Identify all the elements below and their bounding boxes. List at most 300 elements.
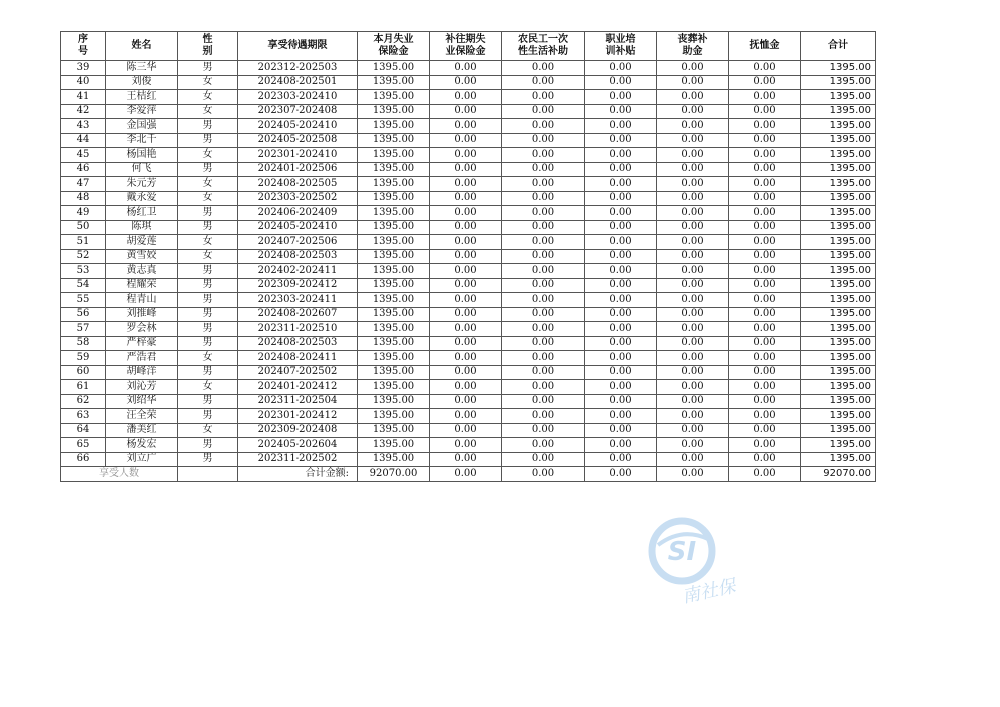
cell-name: 潘美红 [106,423,178,438]
cell-migrant-subsidy: 0.00 [502,409,585,424]
cell-funeral-aid: 0.00 [657,162,729,177]
cell-funeral-aid: 0.00 [657,119,729,134]
cell-name: 罗会林 [106,322,178,337]
cell-period: 202406-202409 [238,206,358,221]
cell-migrant-subsidy: 0.00 [502,220,585,235]
table-row [61,61,876,76]
cell-back-pay: 0.00 [430,220,502,235]
cell-current-benefit: 1395.00 [358,148,430,163]
cell-funeral-aid: 0.00 [657,61,729,76]
cell-pension: 0.00 [729,90,801,105]
cell-name: 黄雪姣 [106,249,178,264]
cell-training-subsidy: 0.00 [585,452,657,467]
cell-back-pay: 0.00 [430,90,502,105]
cell-funeral-aid: 0.00 [657,307,729,322]
cell-migrant-subsidy: 0.00 [502,206,585,221]
cell-gender: 男 [178,264,238,279]
cell-pension: 0.00 [729,380,801,395]
cell-pension: 0.00 [729,206,801,221]
cell-back-pay: 0.00 [430,394,502,409]
cell-gender: 女 [178,75,238,90]
cell-name: 刘绍华 [106,394,178,409]
cell-seq: 56 [61,307,106,322]
cell-funeral-aid: 0.00 [657,264,729,279]
cell-migrant-subsidy: 0.00 [502,336,585,351]
cell-gender: 女 [178,249,238,264]
cell-seq: 45 [61,148,106,163]
cell-name: 金国强 [106,119,178,134]
table-row [61,307,876,322]
cell-total: 1395.00 [801,438,876,453]
header-pension: 抚恤金 [729,32,801,61]
cell-current-benefit: 1395.00 [358,380,430,395]
cell-period: 202405-202410 [238,119,358,134]
cell-back-pay: 0.00 [430,409,502,424]
cell-training-subsidy: 0.00 [585,394,657,409]
cell-period: 202301-202410 [238,148,358,163]
cell-period: 202303-202502 [238,191,358,206]
cell-back-pay: 0.00 [430,293,502,308]
table-row [61,394,876,409]
cell-period: 202301-202412 [238,409,358,424]
cell-migrant-subsidy: 0.00 [502,235,585,250]
cell-seq: 50 [61,220,106,235]
cell-seq: 52 [61,249,106,264]
cell-migrant-subsidy: 0.00 [502,133,585,148]
cell-funeral-aid: 0.00 [657,75,729,90]
cell-training-subsidy: 0.00 [585,191,657,206]
cell-name: 刘推峰 [106,307,178,322]
cell-back-pay: 0.00 [430,336,502,351]
footer-sum-pension: 0.00 [729,467,801,482]
watermark-logo-text: SI [667,537,697,567]
cell-seq: 47 [61,177,106,192]
cell-total: 1395.00 [801,220,876,235]
header-current-benefit: 本月失业 保险金 [358,32,430,61]
cell-total: 1395.00 [801,148,876,163]
cell-gender: 男 [178,220,238,235]
cell-gender: 男 [178,322,238,337]
watermark [640,515,770,610]
table-row [61,235,876,250]
cell-pension: 0.00 [729,104,801,119]
cell-migrant-subsidy: 0.00 [502,104,585,119]
cell-funeral-aid: 0.00 [657,206,729,221]
cell-period: 202307-202408 [238,104,358,119]
table-row [61,104,876,119]
cell-current-benefit: 1395.00 [358,249,430,264]
cell-total: 1395.00 [801,322,876,337]
footer-sum-back-pay: 0.00 [430,467,502,482]
cell-period: 202408-202607 [238,307,358,322]
cell-name: 刘立广 [106,452,178,467]
cell-period: 202401-202506 [238,162,358,177]
cell-pension: 0.00 [729,293,801,308]
cell-current-benefit: 1395.00 [358,104,430,119]
cell-back-pay: 0.00 [430,191,502,206]
cell-period: 202405-202604 [238,438,358,453]
cell-total: 1395.00 [801,394,876,409]
cell-name: 汪全荣 [106,409,178,424]
cell-training-subsidy: 0.00 [585,220,657,235]
cell-funeral-aid: 0.00 [657,191,729,206]
cell-name: 刘沁芳 [106,380,178,395]
cell-period: 202407-202502 [238,365,358,380]
cell-pension: 0.00 [729,220,801,235]
cell-seq: 66 [61,452,106,467]
table-header-row [61,32,876,61]
cell-training-subsidy: 0.00 [585,278,657,293]
cell-back-pay: 0.00 [430,438,502,453]
cell-training-subsidy: 0.00 [585,133,657,148]
cell-gender: 男 [178,206,238,221]
cell-migrant-subsidy: 0.00 [502,75,585,90]
cell-training-subsidy: 0.00 [585,148,657,163]
cell-current-benefit: 1395.00 [358,177,430,192]
cell-funeral-aid: 0.00 [657,336,729,351]
table-body [61,61,876,467]
cell-name: 严梓豪 [106,336,178,351]
cell-current-benefit: 1395.00 [358,264,430,279]
cell-pension: 0.00 [729,307,801,322]
cell-gender: 男 [178,438,238,453]
cell-seq: 46 [61,162,106,177]
cell-migrant-subsidy: 0.00 [502,264,585,279]
cell-migrant-subsidy: 0.00 [502,278,585,293]
cell-pension: 0.00 [729,235,801,250]
cell-migrant-subsidy: 0.00 [502,452,585,467]
table-row [61,322,876,337]
cell-migrant-subsidy: 0.00 [502,191,585,206]
table-row [61,249,876,264]
cell-current-benefit: 1395.00 [358,206,430,221]
table-row [61,264,876,279]
table-row [61,177,876,192]
cell-total: 1395.00 [801,61,876,76]
cell-total: 1395.00 [801,90,876,105]
cell-name: 杨发宏 [106,438,178,453]
cell-gender: 男 [178,365,238,380]
cell-name: 陈琪 [106,220,178,235]
cell-funeral-aid: 0.00 [657,235,729,250]
cell-total: 1395.00 [801,191,876,206]
cell-back-pay: 0.00 [430,133,502,148]
cell-migrant-subsidy: 0.00 [502,322,585,337]
cell-back-pay: 0.00 [430,206,502,221]
cell-total: 1395.00 [801,336,876,351]
cell-back-pay: 0.00 [430,177,502,192]
cell-training-subsidy: 0.00 [585,423,657,438]
cell-training-subsidy: 0.00 [585,119,657,134]
cell-seq: 39 [61,61,106,76]
cell-pension: 0.00 [729,162,801,177]
cell-back-pay: 0.00 [430,322,502,337]
footer-sum-migrant: 0.00 [502,467,585,482]
cell-period: 202309-202412 [238,278,358,293]
table-row [61,119,876,134]
cell-training-subsidy: 0.00 [585,322,657,337]
cell-funeral-aid: 0.00 [657,380,729,395]
cell-total: 1395.00 [801,177,876,192]
cell-current-benefit: 1395.00 [358,307,430,322]
cell-total: 1395.00 [801,264,876,279]
cell-migrant-subsidy: 0.00 [502,438,585,453]
cell-funeral-aid: 0.00 [657,394,729,409]
cell-gender: 男 [178,162,238,177]
cell-current-benefit: 1395.00 [358,235,430,250]
cell-migrant-subsidy: 0.00 [502,119,585,134]
cell-migrant-subsidy: 0.00 [502,307,585,322]
cell-migrant-subsidy: 0.00 [502,293,585,308]
cell-training-subsidy: 0.00 [585,380,657,395]
cell-training-subsidy: 0.00 [585,307,657,322]
cell-seq: 61 [61,380,106,395]
cell-migrant-subsidy: 0.00 [502,365,585,380]
cell-back-pay: 0.00 [430,75,502,90]
cell-back-pay: 0.00 [430,61,502,76]
cell-name: 戴永爱 [106,191,178,206]
cell-seq: 40 [61,75,106,90]
watermark-caption: 南社保 [680,575,738,608]
cell-pension: 0.00 [729,409,801,424]
cell-funeral-aid: 0.00 [657,249,729,264]
cell-seq: 57 [61,322,106,337]
cell-pension: 0.00 [729,191,801,206]
cell-training-subsidy: 0.00 [585,75,657,90]
cell-name: 朱元芳 [106,177,178,192]
cell-gender: 男 [178,307,238,322]
cell-current-benefit: 1395.00 [358,322,430,337]
cell-gender: 男 [178,133,238,148]
header-name: 姓名 [106,32,178,61]
cell-training-subsidy: 0.00 [585,206,657,221]
cell-back-pay: 0.00 [430,365,502,380]
cell-gender: 女 [178,177,238,192]
cell-training-subsidy: 0.00 [585,336,657,351]
cell-training-subsidy: 0.00 [585,409,657,424]
cell-period: 202408-202505 [238,177,358,192]
footer-sum-current: 92070.00 [358,467,430,482]
cell-funeral-aid: 0.00 [657,220,729,235]
cell-training-subsidy: 0.00 [585,162,657,177]
cell-funeral-aid: 0.00 [657,293,729,308]
table-row [61,220,876,235]
cell-gender: 男 [178,61,238,76]
cell-seq: 64 [61,423,106,438]
cell-pension: 0.00 [729,452,801,467]
cell-gender: 男 [178,409,238,424]
cell-funeral-aid: 0.00 [657,423,729,438]
table-row [61,293,876,308]
cell-current-benefit: 1395.00 [358,61,430,76]
table-row [61,191,876,206]
cell-current-benefit: 1395.00 [358,220,430,235]
cell-back-pay: 0.00 [430,380,502,395]
cell-current-benefit: 1395.00 [358,365,430,380]
cell-training-subsidy: 0.00 [585,61,657,76]
cell-training-subsidy: 0.00 [585,249,657,264]
cell-name: 胡爱莲 [106,235,178,250]
cell-funeral-aid: 0.00 [657,409,729,424]
table-row [61,380,876,395]
table-row [61,278,876,293]
cell-training-subsidy: 0.00 [585,365,657,380]
cell-name: 刘俊 [106,75,178,90]
table-row [61,206,876,221]
cell-training-subsidy: 0.00 [585,177,657,192]
cell-back-pay: 0.00 [430,452,502,467]
cell-seq: 49 [61,206,106,221]
cell-current-benefit: 1395.00 [358,351,430,366]
cell-gender: 女 [178,380,238,395]
cell-period: 202405-202410 [238,220,358,235]
cell-pension: 0.00 [729,133,801,148]
cell-seq: 43 [61,119,106,134]
cell-funeral-aid: 0.00 [657,278,729,293]
cell-gender: 男 [178,119,238,134]
cell-total: 1395.00 [801,104,876,119]
cell-period: 202311-202502 [238,452,358,467]
cell-current-benefit: 1395.00 [358,75,430,90]
cell-period: 202408-202501 [238,75,358,90]
cell-pension: 0.00 [729,119,801,134]
cell-name: 杨国艳 [106,148,178,163]
cell-total: 1395.00 [801,133,876,148]
cell-migrant-subsidy: 0.00 [502,90,585,105]
cell-name: 严浩君 [106,351,178,366]
cell-migrant-subsidy: 0.00 [502,249,585,264]
cell-funeral-aid: 0.00 [657,104,729,119]
cell-migrant-subsidy: 0.00 [502,423,585,438]
cell-current-benefit: 1395.00 [358,133,430,148]
cell-funeral-aid: 0.00 [657,148,729,163]
cell-pension: 0.00 [729,148,801,163]
cell-name: 何飞 [106,162,178,177]
cell-back-pay: 0.00 [430,307,502,322]
cell-funeral-aid: 0.00 [657,322,729,337]
cell-total: 1395.00 [801,452,876,467]
cell-gender: 女 [178,90,238,105]
cell-total: 1395.00 [801,162,876,177]
footer-sum-funeral: 0.00 [657,467,729,482]
cell-seq: 54 [61,278,106,293]
cell-seq: 62 [61,394,106,409]
cell-migrant-subsidy: 0.00 [502,351,585,366]
cell-name: 杨红卫 [106,206,178,221]
cell-period: 202408-202503 [238,249,358,264]
header-back-pay: 补往期失 业保险金 [430,32,502,61]
cell-period: 202312-202503 [238,61,358,76]
cell-training-subsidy: 0.00 [585,264,657,279]
table-row [61,409,876,424]
cell-migrant-subsidy: 0.00 [502,177,585,192]
cell-funeral-aid: 0.00 [657,90,729,105]
cell-training-subsidy: 0.00 [585,235,657,250]
cell-seq: 41 [61,90,106,105]
cell-gender: 女 [178,235,238,250]
table-row [61,90,876,105]
cell-current-benefit: 1395.00 [358,336,430,351]
cell-seq: 63 [61,409,106,424]
cell-pension: 0.00 [729,438,801,453]
cell-name: 黄志真 [106,264,178,279]
table-row [61,438,876,453]
table-row [61,452,876,467]
cell-migrant-subsidy: 0.00 [502,380,585,395]
cell-name: 程青山 [106,293,178,308]
cell-total: 1395.00 [801,307,876,322]
table-row [61,148,876,163]
cell-seq: 60 [61,365,106,380]
cell-current-benefit: 1395.00 [358,191,430,206]
table-row [61,365,876,380]
cell-gender: 女 [178,191,238,206]
cell-current-benefit: 1395.00 [358,423,430,438]
cell-pension: 0.00 [729,322,801,337]
cell-back-pay: 0.00 [430,249,502,264]
table-row [61,75,876,90]
cell-back-pay: 0.00 [430,104,502,119]
cell-pension: 0.00 [729,278,801,293]
header-period: 享受待遇期限 [238,32,358,61]
cell-back-pay: 0.00 [430,148,502,163]
cell-gender: 男 [178,394,238,409]
cell-current-benefit: 1395.00 [358,452,430,467]
cell-total: 1395.00 [801,119,876,134]
cell-gender: 男 [178,278,238,293]
cell-period: 202405-202508 [238,133,358,148]
cell-training-subsidy: 0.00 [585,351,657,366]
table-row [61,162,876,177]
header-total: 合计 [801,32,876,61]
cell-funeral-aid: 0.00 [657,365,729,380]
cell-total: 1395.00 [801,75,876,90]
cell-back-pay: 0.00 [430,423,502,438]
cell-gender: 男 [178,293,238,308]
cell-current-benefit: 1395.00 [358,394,430,409]
table-row [61,423,876,438]
cell-name: 程耀荣 [106,278,178,293]
cell-pension: 0.00 [729,394,801,409]
cell-total: 1395.00 [801,423,876,438]
cell-back-pay: 0.00 [430,119,502,134]
footer-count-label: 享受人数 [61,467,178,482]
footer-sum-label: 合计金额: [238,467,358,482]
cell-gender: 男 [178,336,238,351]
cell-funeral-aid: 0.00 [657,438,729,453]
header-funeral-aid: 丧葬补 助金 [657,32,729,61]
cell-period: 202408-202503 [238,336,358,351]
cell-migrant-subsidy: 0.00 [502,162,585,177]
cell-total: 1395.00 [801,365,876,380]
cell-current-benefit: 1395.00 [358,293,430,308]
cell-back-pay: 0.00 [430,278,502,293]
cell-gender: 女 [178,148,238,163]
table-row [61,351,876,366]
cell-funeral-aid: 0.00 [657,351,729,366]
cell-name: 李爱萍 [106,104,178,119]
table-footer-row [61,467,876,482]
cell-pension: 0.00 [729,61,801,76]
cell-gender: 女 [178,423,238,438]
cell-gender: 女 [178,351,238,366]
cell-current-benefit: 1395.00 [358,162,430,177]
header-seq: 序 号 [61,32,106,61]
cell-name: 李北千 [106,133,178,148]
cell-period: 202402-202411 [238,264,358,279]
cell-seq: 48 [61,191,106,206]
cell-funeral-aid: 0.00 [657,133,729,148]
